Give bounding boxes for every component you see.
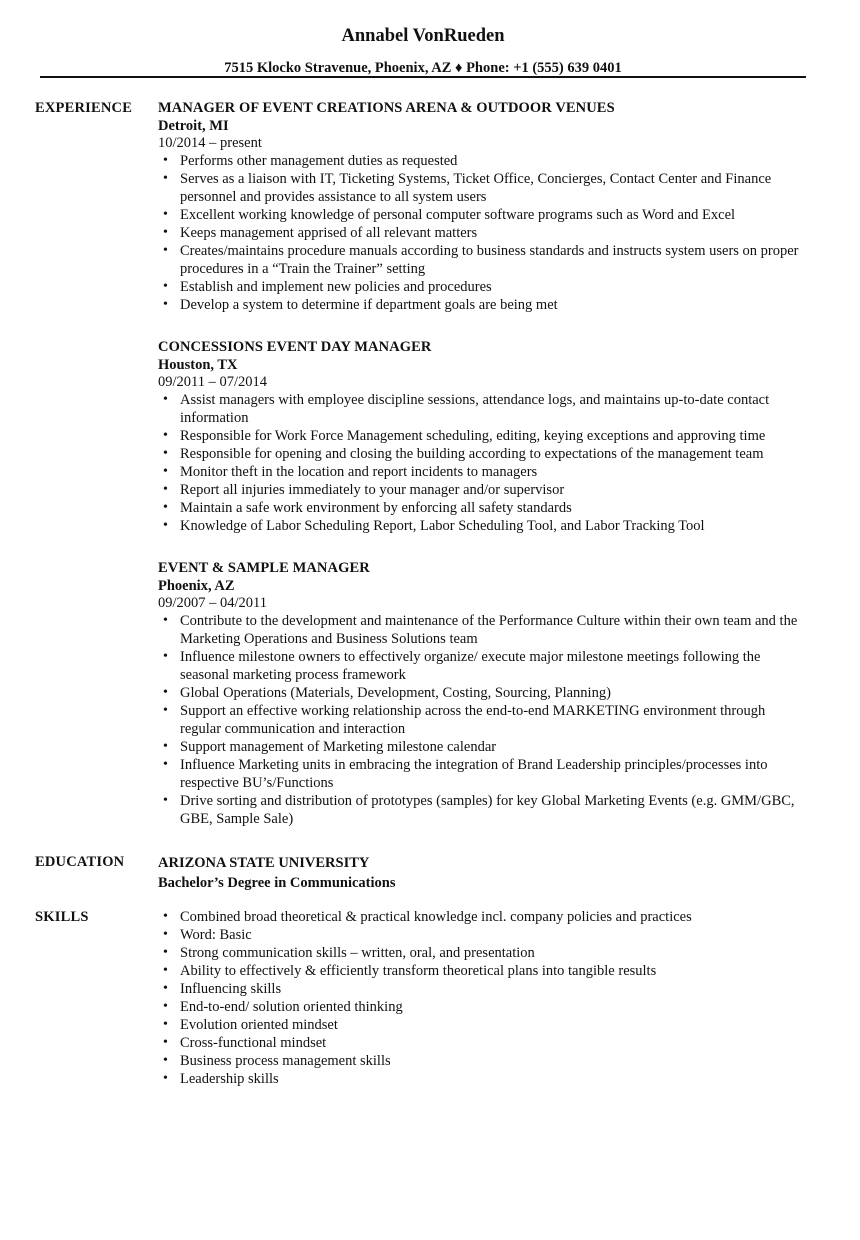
bullet-icon: • [163, 392, 168, 407]
skill-item [158, 998, 808, 1016]
job-bullet-text: Establish and implement new policies and procedures [180, 279, 492, 295]
education-body [158, 853, 808, 893]
bullet-icon: • [163, 464, 168, 479]
skill-text: Leadership skills [180, 1071, 279, 1087]
job-bullet [158, 481, 808, 499]
skill-item [158, 1034, 808, 1052]
job-bullet-text: Knowledge of Labor Scheduling Report, Labor Scheduling Tool, and Labor Tracking Tool [180, 518, 705, 534]
job-bullet-text: Creates/maintains procedure manuals according to business standards and instructs system users on proper procedures in a “Train the Trainer” setting [180, 243, 799, 277]
bullet-icon: • [163, 963, 168, 978]
skills-body [158, 908, 808, 1088]
bullet-icon: • [163, 739, 168, 754]
job-bullet [158, 152, 808, 170]
bullet-icon: • [163, 909, 168, 924]
bullet-icon: • [163, 1071, 168, 1086]
job-bullet-list [158, 612, 808, 828]
skill-item [158, 908, 808, 926]
skill-item [158, 926, 808, 944]
job-bullet-list [158, 152, 808, 314]
job-bullet [158, 756, 808, 792]
job-bullet-text: Influence Marketing units in embracing the integration of Brand Leadership principles/processes into respective BU’s/Functions [180, 757, 768, 791]
job-bullet-text: Report all injuries immediately to your manager and/or supervisor [180, 482, 565, 498]
job-bullet-text: Support management of Marketing milestone calendar [180, 739, 497, 755]
job-entry [158, 99, 808, 314]
bullet-icon: • [163, 981, 168, 996]
bullet-icon: • [163, 793, 168, 808]
job-entry [158, 338, 808, 535]
header-divider [40, 76, 806, 78]
job-bullet [158, 792, 808, 828]
skill-text: Ability to effectively & efficiently transform theoretical plans into tangible results [180, 963, 657, 979]
job-title: CONCESSIONS EVENT DAY MANAGER [158, 339, 432, 355]
skill-text: Word: Basic [180, 927, 252, 943]
bullet-icon: • [163, 500, 168, 515]
bullet-icon: • [163, 1053, 168, 1068]
skill-text: Cross-functional mindset [180, 1035, 327, 1051]
job-bullet [158, 242, 808, 278]
job-bullet-text: Maintain a safe work environment by enforcing all safety standards [180, 500, 572, 516]
bullet-icon: • [163, 225, 168, 240]
job-bullet [158, 170, 808, 206]
job-bullet-text: Monitor theft in the location and report incidents to managers [180, 464, 538, 480]
job-title: EVENT & SAMPLE MANAGER [158, 560, 370, 576]
bullet-icon: • [163, 945, 168, 960]
skill-item [158, 980, 808, 998]
skills-heading: SKILLS [35, 909, 89, 925]
education-heading: EDUCATION [35, 854, 125, 870]
experience-heading: EXPERIENCE [35, 100, 133, 116]
job-bullet [158, 427, 808, 445]
bullet-icon: • [163, 243, 168, 258]
bullet-icon: • [163, 153, 168, 168]
skill-item [158, 1016, 808, 1034]
job-bullet-text: Serves as a liaison with IT, Ticketing Systems, Ticket Office, Concierges, Contact Center and Finance personnel and provides assistance to all system users [180, 171, 772, 205]
job-bullet-text: Excellent working knowledge of personal computer software programs such as Word and Excel [180, 207, 736, 223]
bullet-icon: • [163, 613, 168, 628]
job-bullet [158, 296, 808, 314]
job-bullet [158, 278, 808, 296]
bullet-icon: • [163, 1017, 168, 1032]
job-bullet-text: Performs other management duties as requested [180, 153, 458, 169]
skill-text: Evolution oriented mindset [180, 1017, 338, 1033]
skill-item [158, 962, 808, 980]
experience-body [158, 99, 808, 828]
job-bullet [158, 738, 808, 756]
skill-text: Combined broad theoretical & practical knowledge incl. company policies and practices [180, 909, 692, 925]
skill-text: End-to-end/ solution oriented thinking [180, 999, 403, 1015]
job-bullet [158, 206, 808, 224]
skill-text: Strong communication skills – written, oral, and presentation [180, 945, 535, 961]
skills-list [158, 908, 808, 1088]
bullet-icon: • [163, 279, 168, 294]
skill-text: Business process management skills [180, 1053, 391, 1069]
job-entry [158, 559, 808, 828]
contact-line: 7515 Klocko Stravenue, Phoenix, AZ ♦ Phone: +1 (555) 639 0401 [224, 60, 622, 76]
job-bullet [158, 445, 808, 463]
job-bullet [158, 648, 808, 684]
bullet-icon: • [163, 1035, 168, 1050]
job-bullet [158, 517, 808, 535]
job-bullet-text: Influence milestone owners to effectively organize/ execute major milestone meetings following the seasonal marketing process framework [180, 649, 761, 683]
job-bullet [158, 224, 808, 242]
bullet-icon: • [163, 685, 168, 700]
job-bullet-text: Responsible for opening and closing the building according to expectations of the management team [180, 446, 764, 462]
bullet-icon: • [163, 999, 168, 1014]
candidate-name: Annabel VonRueden [341, 26, 505, 46]
job-bullet-list [158, 391, 808, 535]
job-title: MANAGER OF EVENT CREATIONS ARENA & OUTDOOR VENUES [158, 100, 615, 116]
job-bullet-text: Responsible for Work Force Management scheduling, editing, keying exceptions and approving time [180, 428, 766, 444]
skill-item [158, 1070, 808, 1088]
job-dates: 09/2011 – 07/2014 [158, 374, 268, 390]
bullet-icon: • [163, 428, 168, 443]
school-name: ARIZONA STATE UNIVERSITY [158, 855, 370, 871]
job-bullet [158, 499, 808, 517]
job-bullet [158, 612, 808, 648]
job-bullet [158, 391, 808, 427]
degree-name: Bachelor’s Degree in Communications [158, 875, 396, 891]
job-location: Houston, TX [158, 357, 238, 373]
bullet-icon: • [163, 703, 168, 718]
job-bullet-text: Drive sorting and distribution of prototypes (samples) for key Global Marketing Events (e.g. GMM/GBC, GBE, Sample Sale) [180, 793, 795, 827]
job-dates: 10/2014 – present [158, 135, 262, 151]
bullet-icon: • [163, 171, 168, 186]
bullet-icon: • [163, 757, 168, 772]
job-location: Detroit, MI [158, 118, 229, 134]
bullet-icon: • [163, 446, 168, 461]
bullet-icon: • [163, 482, 168, 497]
job-bullet-text: Keeps management apprised of all relevant matters [180, 225, 478, 241]
bullet-icon: • [163, 927, 168, 942]
skill-text: Influencing skills [180, 981, 282, 997]
bullet-icon: • [163, 518, 168, 533]
job-bullet [158, 702, 808, 738]
job-bullet-text: Develop a system to determine if department goals are being met [180, 297, 558, 313]
skill-item [158, 1052, 808, 1070]
job-bullet [158, 684, 808, 702]
job-bullet-text: Support an effective working relationship across the end-to-end MARKETING environment through regular communication and interaction [180, 703, 766, 737]
job-bullet [158, 463, 808, 481]
bullet-icon: • [163, 297, 168, 312]
bullet-icon: • [163, 207, 168, 222]
job-location: Phoenix, AZ [158, 578, 235, 594]
job-bullet-text: Global Operations (Materials, Development, Costing, Sourcing, Planning) [180, 685, 611, 701]
job-bullet-text: Assist managers with employee discipline sessions, attendance logs, and maintains up-to-date contact information [180, 392, 770, 426]
job-dates: 09/2007 – 04/2011 [158, 595, 268, 611]
job-bullet-text: Contribute to the development and maintenance of the Performance Culture within their own team and the Marketing Operations and Business Solutions team [180, 613, 798, 647]
bullet-icon: • [163, 649, 168, 664]
skill-item [158, 944, 808, 962]
